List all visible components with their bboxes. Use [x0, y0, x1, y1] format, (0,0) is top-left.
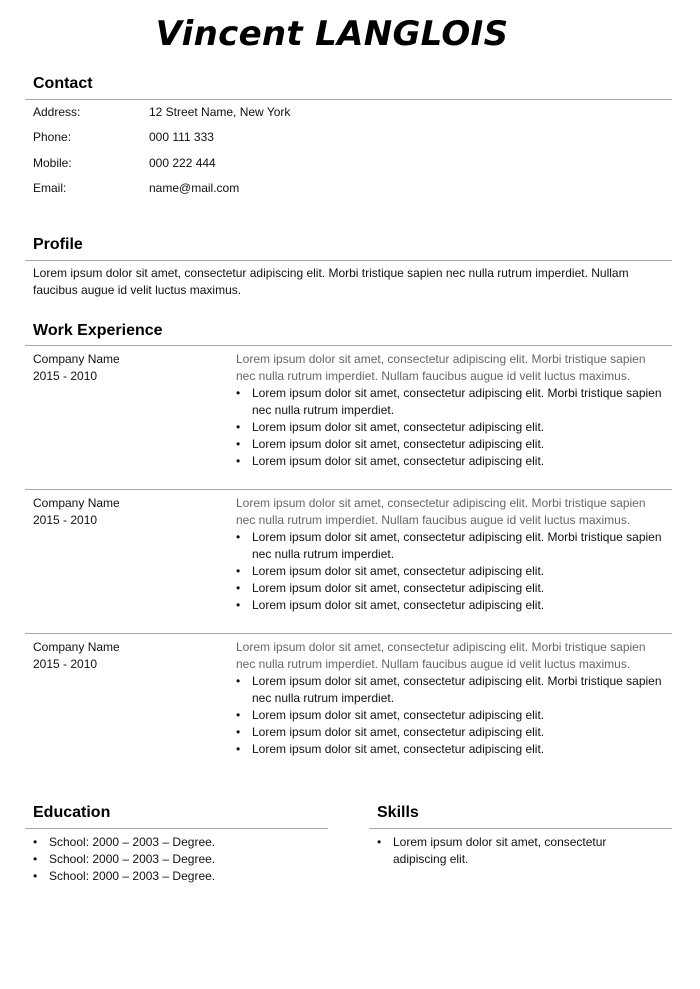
job-bullet: • Lorem ipsum dolor sit amet, consectetur adipiscing elit. — [236, 563, 666, 580]
skills-list — [377, 834, 647, 868]
education-item: • School: 2000 – 2003 – Degree. — [33, 851, 323, 868]
contact-value: 000 222 444 — [149, 156, 216, 170]
job-bullets — [236, 385, 666, 470]
education-item: • School: 2000 – 2003 – Degree. — [33, 834, 323, 851]
job-bullet: • Lorem ipsum dolor sit amet, consectetur adipiscing elit. Morbi tristique sapien nec nulla rutrum imperdiet. — [236, 529, 666, 563]
profile-divider — [25, 260, 672, 261]
contact-label: Email: — [33, 181, 67, 195]
contact-value: 12 Street Name, New York — [149, 105, 291, 119]
job-bullet: • Lorem ipsum dolor sit amet, consectetur adipiscing elit. — [236, 597, 666, 614]
profile-heading: Profile — [33, 236, 83, 253]
job-bullet: • Lorem ipsum dolor sit amet, consectetur adipiscing elit. Morbi tristique sapien nec nulla rutrum imperdiet. — [236, 673, 666, 707]
job-dates: 2015 - 2010 — [33, 657, 98, 671]
job-bullet: • Lorem ipsum dolor sit amet, consectetur adipiscing elit. — [236, 707, 666, 724]
job-bullet: • Lorem ipsum dolor sit amet, consectetur adipiscing elit. — [236, 436, 666, 453]
company-name: Company Name — [33, 496, 120, 510]
company-name: Company Name — [33, 640, 120, 654]
person-name: Vincent LANGLOIS — [155, 14, 509, 54]
contact-value: name@mail.com — [149, 181, 240, 195]
profile-text: Lorem ipsum dolor sit amet, consectetur adipiscing elit. Morbi tristique sapien nec nulla rutrum imperdiet. Nullam faucibus augue id velit luctus maximus. — [33, 266, 629, 297]
job-dates: 2015 - 2010 — [33, 513, 98, 527]
contact-divider — [25, 99, 672, 100]
education-list — [33, 834, 323, 885]
work-divider — [25, 345, 672, 346]
skills-heading: Skills — [377, 804, 419, 821]
skills-divider — [369, 828, 672, 829]
contact-value: 000 111 333 — [149, 130, 214, 144]
contact-heading: Contact — [33, 75, 93, 92]
job-description: Lorem ipsum dolor sit amet, consectetur adipiscing elit. Morbi tristique sapien nec nulla rutrum imperdiet. Nullam faucibus augue id velit luctus maximus. — [236, 352, 646, 383]
work-heading: Work Experience — [33, 322, 163, 339]
education-divider — [25, 828, 328, 829]
job-description: Lorem ipsum dolor sit amet, consectetur adipiscing elit. Morbi tristique sapien nec nulla rutrum imperdiet. Nullam faucibus augue id velit luctus maximus. — [236, 640, 646, 671]
contact-label: Phone: — [33, 130, 72, 144]
job-bullet: • Lorem ipsum dolor sit amet, consectetur adipiscing elit. — [236, 580, 666, 597]
job-bullet: • Lorem ipsum dolor sit amet, consectetur adipiscing elit. — [236, 453, 666, 470]
job-bullet: • Lorem ipsum dolor sit amet, consectetur adipiscing elit. Morbi tristique sapien nec nulla rutrum imperdiet. — [236, 385, 666, 419]
contact-label: Mobile: — [33, 156, 72, 170]
job-divider — [25, 633, 672, 634]
education-heading: Education — [33, 804, 111, 821]
job-dates: 2015 - 2010 — [33, 369, 98, 383]
job-bullets — [236, 673, 666, 758]
job-bullet: • Lorem ipsum dolor sit amet, consectetur adipiscing elit. — [236, 741, 666, 758]
education-item: • School: 2000 – 2003 – Degree. — [33, 868, 323, 885]
job-bullets — [236, 529, 666, 614]
job-description: Lorem ipsum dolor sit amet, consectetur adipiscing elit. Morbi tristique sapien nec nulla rutrum imperdiet. Nullam faucibus augue id velit luctus maximus. — [236, 496, 646, 527]
contact-label: Address: — [33, 105, 81, 119]
job-bullet: • Lorem ipsum dolor sit amet, consectetur adipiscing elit. — [236, 419, 666, 436]
job-divider — [25, 489, 672, 490]
skill-item: • Lorem ipsum dolor sit amet, consectetur adipiscing elit. — [377, 834, 647, 868]
job-bullet: • Lorem ipsum dolor sit amet, consectetur adipiscing elit. — [236, 724, 666, 741]
company-name: Company Name — [33, 352, 120, 366]
